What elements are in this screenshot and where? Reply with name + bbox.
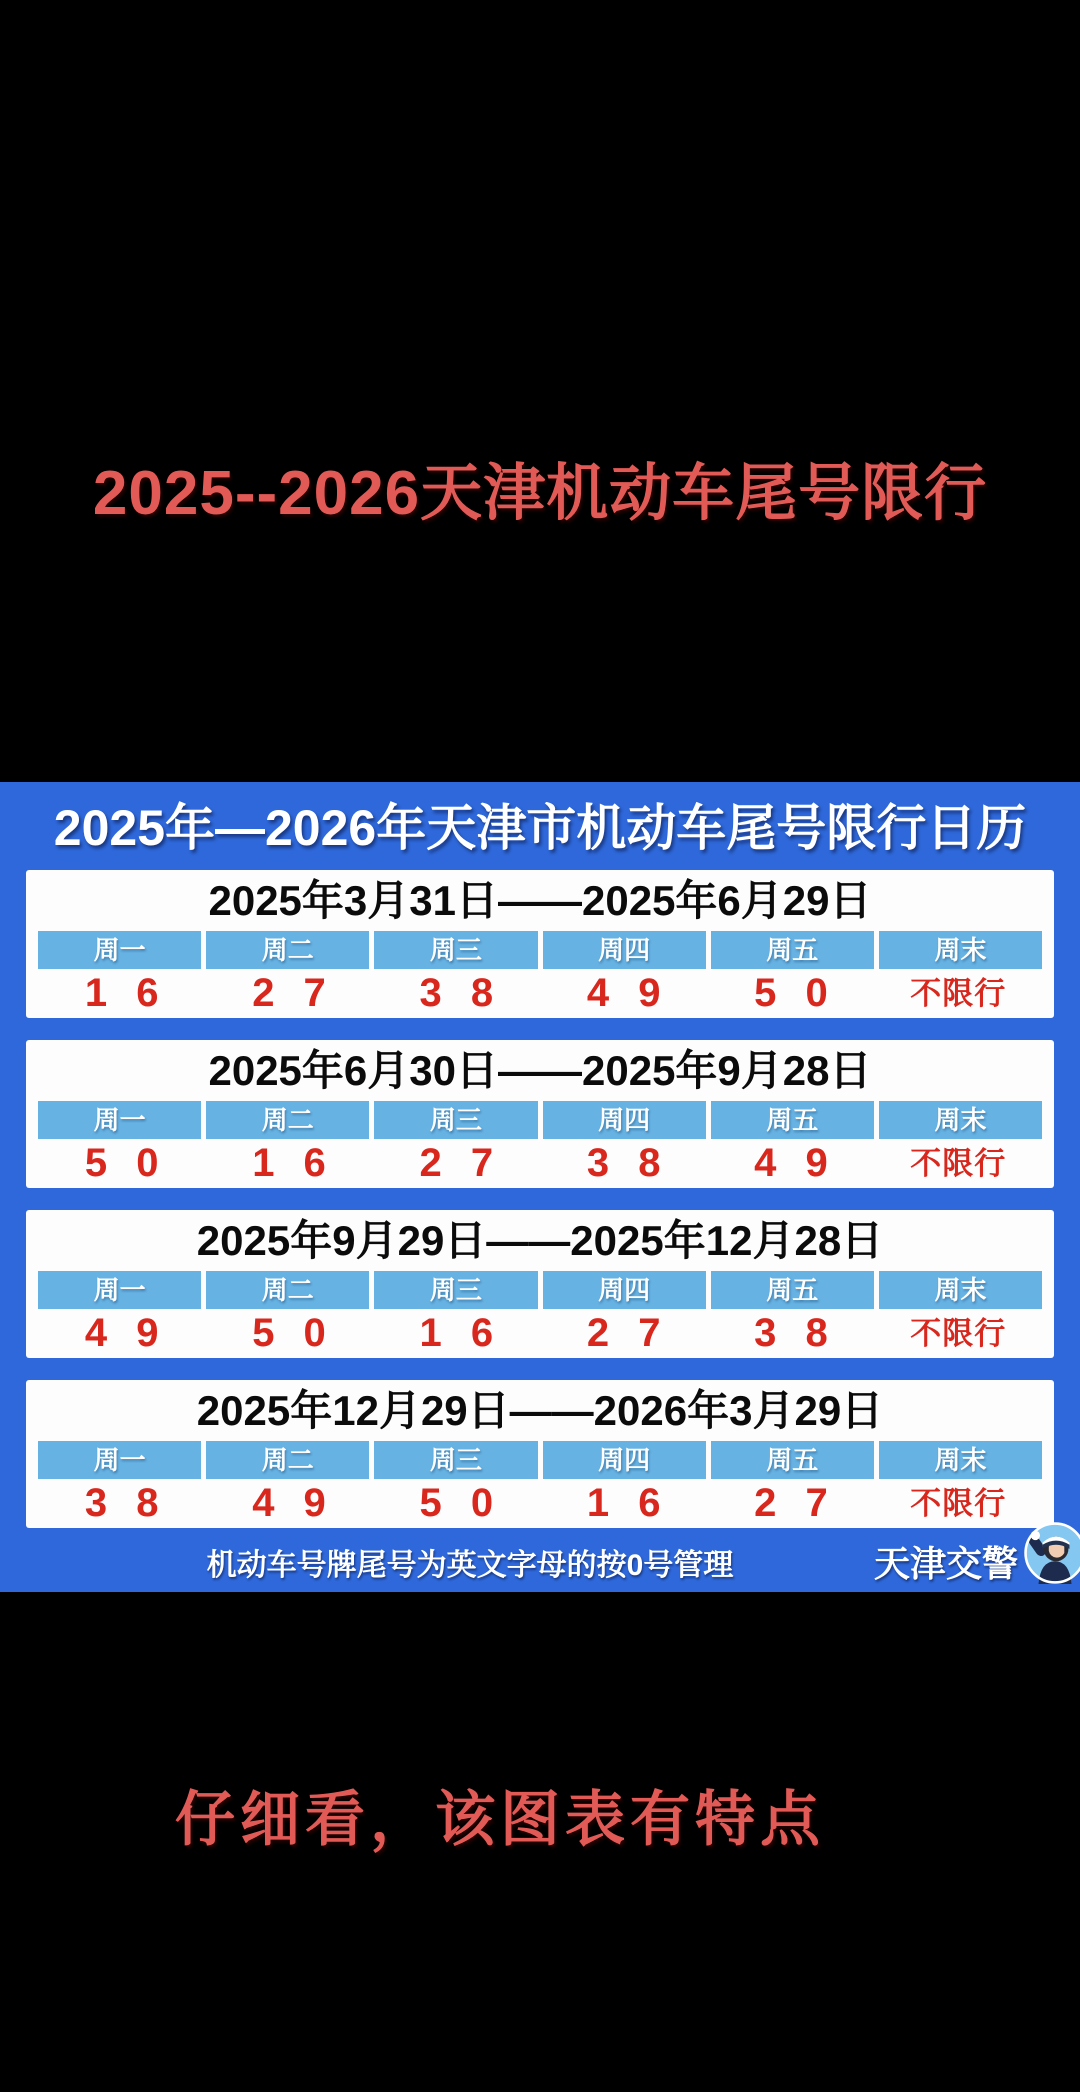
weekend-no-restriction-cell: 不限行 [910,1486,1007,1521]
day-header-cell: 周二 [206,1101,369,1139]
tail-number-cell: 5 0 [419,1481,494,1525]
poster-title: 2025--2026天津机动车尾号限行 [92,459,988,528]
tail-number-cell: 1 6 [419,1311,494,1355]
day-header-cell: 周一 [38,1101,201,1139]
tail-number-cell: 2 7 [419,1141,494,1185]
period-heading: 2025年9月29日——2025年12月28日 [196,1217,884,1264]
day-header-cell: 周一 [38,1441,201,1479]
day-header-cell: 周五 [711,1271,874,1309]
day-header-cell: 周二 [206,1271,369,1309]
tail-number-cell: 3 8 [84,1481,159,1525]
day-header-cell: 周三 [374,1271,537,1309]
tail-number-cell: 2 7 [586,1311,661,1355]
day-header-cell: 周四 [543,1101,706,1139]
day-header-cell: 周一 [38,1271,201,1309]
day-header-cell: 周二 [206,1441,369,1479]
period-heading: 2025年6月30日——2025年9月28日 [208,1047,872,1094]
day-header-row [38,1101,1042,1139]
tail-number-cell: 3 8 [586,1141,661,1185]
period-card [26,1040,1054,1188]
day-header-cell: 周五 [711,1441,874,1479]
panel-title: 2025年—2026年天津市机动车尾号限行日历 [53,800,1027,856]
period-heading: 2025年12月29日——2026年3月29日 [196,1387,884,1434]
tail-number-row [38,1309,1042,1358]
period-card [26,1380,1054,1528]
day-header-row [38,931,1042,969]
day-header-cell: 周末 [879,1441,1042,1479]
tail-number-cell: 4 9 [754,1141,828,1185]
day-header-cell: 周末 [879,1101,1042,1139]
tail-number-cell: 5 0 [754,971,828,1015]
tail-number-cell: 2 7 [252,971,326,1015]
day-header-cell: 周一 [38,931,201,969]
tianjin-traffic-police-avatar-icon [1024,1522,1080,1584]
panel-footer [0,1528,1080,1590]
tail-number-cell: 3 8 [419,971,494,1015]
tail-number-cell: 4 9 [586,971,661,1015]
day-header-row [38,1271,1042,1309]
tail-number-cell: 1 6 [586,1481,661,1525]
day-header-cell: 周三 [374,1441,537,1479]
day-header-cell: 周末 [879,1271,1042,1309]
day-header-cell: 周二 [206,931,369,969]
tail-number-cell: 2 7 [754,1481,828,1525]
day-header-cell: 周五 [711,931,874,969]
day-header-cell: 周三 [374,1101,537,1139]
day-header-cell: 周四 [543,931,706,969]
day-header-cell: 周三 [374,931,537,969]
tail-number-cell: 1 6 [84,971,159,1015]
tail-number-cell: 1 6 [252,1141,326,1185]
period-card [26,1210,1054,1358]
footer-note: 机动车号牌尾号为英文字母的按0号管理 [206,1549,734,1582]
tail-number-row [38,969,1042,1018]
weekend-no-restriction-cell: 不限行 [910,1146,1007,1181]
day-header-cell: 周四 [543,1441,706,1479]
day-header-cell: 周末 [879,931,1042,969]
weekend-no-restriction-cell: 不限行 [910,976,1007,1011]
period-card [26,870,1054,1018]
period-heading: 2025年3月31日——2025年6月29日 [208,877,872,924]
tail-number-cell: 3 8 [754,1311,828,1355]
day-header-cell: 周四 [543,1271,706,1309]
tail-number-row [38,1479,1042,1528]
tail-number-cell: 5 0 [84,1141,159,1185]
day-header-row [38,1441,1042,1479]
restriction-calendar-panel [0,782,1080,1592]
brand-name: 天津交警 [873,1543,1018,1584]
tail-number-cell: 4 9 [84,1311,159,1355]
weekend-no-restriction-cell: 不限行 [910,1316,1007,1351]
day-header-cell: 周五 [711,1101,874,1139]
tail-number-cell: 5 0 [252,1311,326,1355]
tail-number-cell: 4 9 [252,1481,326,1525]
tail-number-row [38,1139,1042,1188]
bottom-caption: 仔细看，该图表有特点 [175,1786,825,1853]
